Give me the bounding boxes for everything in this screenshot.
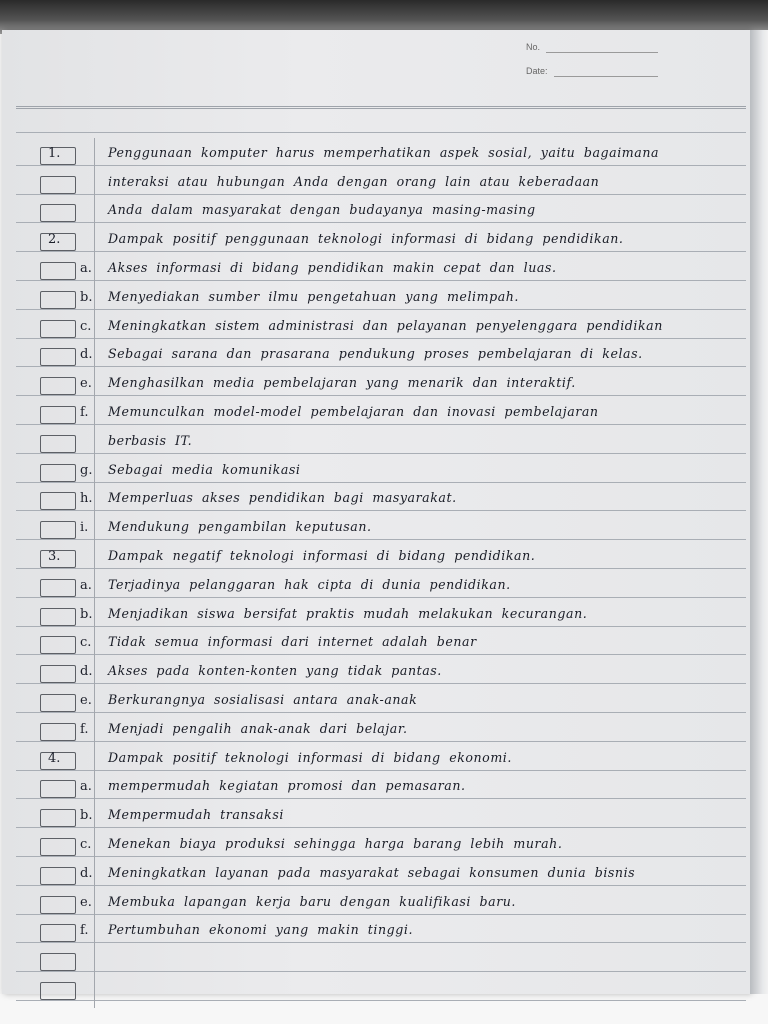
handwritten-line: Sebagai media komunikasi	[108, 461, 301, 477]
line-marker: c.	[80, 318, 92, 334]
handwritten-line: Sebagai sarana dan prasarana pendukung proses pembelajaran di kelas.	[108, 346, 643, 362]
handwritten-line: Memunculkan model-model pembelajaran dan inovasi pembelajaran	[108, 404, 599, 419]
line-marker: i.	[80, 520, 89, 536]
ruled-line	[16, 222, 746, 223]
handwritten-line: Menjadikan siswa bersifat praktis mudah melakukan kecurangan.	[108, 605, 588, 621]
margin-box	[40, 176, 76, 194]
margin-box	[40, 464, 76, 482]
margin-box	[40, 896, 76, 914]
line-marker: b.	[80, 606, 93, 622]
handwritten-line: Akses pada konten-konten yang tidak pantas.	[108, 663, 442, 679]
line-marker: b.	[80, 808, 93, 824]
handwritten-line: Menjadi pengalih anak-anak dari belajar.	[108, 720, 408, 736]
ruled-line	[16, 165, 746, 166]
handwritten-line: Dampak negatif teknologi informasi di bidang pendidikan.	[108, 548, 536, 563]
line-marker: f.	[80, 721, 89, 737]
date-label: Date:	[526, 66, 548, 76]
handwritten-line: mempermudah kegiatan promosi dan pemasaran.	[108, 778, 466, 794]
line-marker: 3.	[48, 549, 61, 564]
handwritten-line: Membuka lapangan kerja baru dengan kualifikasi baru.	[108, 893, 516, 909]
ruled-line	[16, 482, 746, 483]
ruled-line	[16, 1000, 746, 1001]
ruled-line	[16, 770, 746, 771]
margin-box	[40, 320, 76, 338]
ruled-line	[16, 914, 746, 915]
dark-top-edge	[0, 0, 768, 34]
handwritten-line: Mempermudah transaksi	[108, 807, 284, 823]
margin-box	[40, 867, 76, 885]
line-marker: 1.	[48, 145, 61, 161]
line-marker: f.	[80, 405, 89, 420]
handwritten-line: Penggunaan komputer harus memperhatikan aspek sosial, yaitu bagaimana	[108, 144, 660, 160]
ruled-line	[16, 251, 746, 252]
ruled-line	[16, 395, 746, 396]
margin-box	[40, 204, 76, 222]
bottom-edge	[0, 994, 768, 1024]
ruled-line	[16, 856, 746, 857]
margin-box	[40, 579, 76, 597]
margin-box	[40, 262, 76, 280]
margin-box	[40, 838, 76, 856]
margin-box	[40, 665, 76, 683]
handwritten-line: interaksi atau hubungan Anda dengan orang lain atau keberadaan	[108, 173, 600, 189]
line-marker: d.	[80, 664, 93, 680]
line-marker: a.	[80, 577, 92, 593]
line-marker: 4.	[48, 750, 61, 766]
ruled-line	[16, 132, 746, 133]
margin-box	[40, 492, 76, 510]
ruled-line	[16, 885, 746, 886]
handwritten-line: Dampak positif penggunaan teknologi informasi di bidang pendidikan.	[108, 231, 624, 247]
margin-box	[40, 348, 76, 366]
ruled-line	[16, 971, 746, 972]
margin-box	[40, 406, 76, 424]
ruled-line	[16, 424, 746, 425]
handwritten-line: Menyediakan sumber ilmu pengetahuan yang melimpah.	[108, 288, 519, 304]
handwritten-line: Terjadinya pelanggaran hak cipta di dunia pendidikan.	[108, 576, 511, 592]
line-marker: e.	[80, 894, 92, 910]
margin-box	[40, 780, 76, 798]
margin-line	[94, 138, 95, 1008]
line-marker: d.	[80, 865, 93, 881]
line-marker: g.	[80, 462, 93, 478]
date-line	[554, 76, 658, 77]
handwritten-line: Tidak semua informasi dari internet adalah benar	[108, 634, 477, 650]
ruled-line	[16, 194, 746, 195]
margin-box	[40, 435, 76, 453]
page-edge-shadow	[750, 30, 768, 994]
margin-box	[40, 982, 76, 1000]
handwritten-line: Mendukung pengambilan keputusan.	[108, 519, 372, 535]
ruled-line	[16, 712, 746, 713]
margin-box	[40, 924, 76, 942]
margin-box	[40, 694, 76, 712]
margin-box	[40, 953, 76, 971]
handwritten-line: Anda dalam masyarakat dengan budayanya masing-masing	[108, 202, 536, 218]
ruled-line	[16, 106, 746, 109]
ruled-line	[16, 654, 746, 655]
ruled-line	[16, 510, 746, 511]
ruled-line	[16, 280, 746, 281]
ruled-line	[16, 741, 746, 742]
handwritten-line: Dampak positif teknologi informasi di bidang ekonomi.	[108, 749, 512, 765]
line-marker: d.	[80, 347, 93, 363]
handwritten-line: Menghasilkan media pembelajaran yang menarik dan interaktif.	[108, 375, 576, 391]
line-marker: c.	[80, 837, 92, 852]
line-marker: f.	[80, 923, 89, 939]
margin-box	[40, 608, 76, 626]
handwritten-line: Memperluas akses pendidikan bagi masyarakat.	[108, 490, 457, 506]
handwritten-line: Meningkatkan sistem administrasi dan pelayanan penyelenggara pendidikan	[108, 317, 663, 333]
ruled-line	[16, 626, 746, 627]
handwritten-line: Meningkatkan layanan pada masyarakat sebagai konsumen dunia bisnis	[108, 864, 636, 880]
margin-box	[40, 377, 76, 395]
margin-box	[40, 521, 76, 539]
handwritten-line: Pertumbuhan ekonomi yang makin tinggi.	[108, 922, 414, 938]
ruled-line	[16, 827, 746, 828]
notebook-page	[2, 30, 750, 994]
line-marker: 2.	[48, 232, 61, 248]
line-marker: b.	[80, 289, 93, 305]
ruled-line	[16, 568, 746, 569]
no-label: No.	[526, 42, 541, 52]
margin-box	[40, 723, 76, 741]
ruled-line	[16, 597, 746, 598]
margin-box	[40, 636, 76, 654]
line-marker: e.	[80, 693, 92, 708]
line-marker: c.	[80, 635, 92, 651]
margin-box	[40, 291, 76, 309]
margin-box	[40, 809, 76, 827]
line-marker: h.	[80, 491, 93, 507]
line-marker: a.	[80, 261, 92, 276]
ruled-line	[16, 338, 746, 339]
handwritten-line: Akses informasi di bidang pendidikan makin cepat dan luas.	[108, 260, 557, 275]
ruled-line	[16, 366, 746, 367]
handwritten-line: berbasis IT.	[108, 432, 193, 448]
line-marker: a.	[80, 779, 92, 795]
ruled-line	[16, 309, 746, 310]
no-line	[546, 52, 658, 53]
handwritten-line: Menekan biaya produksi sehingga harga barang lebih murah.	[108, 836, 563, 851]
ruled-line	[16, 539, 746, 540]
ruled-line	[16, 798, 746, 799]
ruled-line	[16, 942, 746, 943]
handwritten-line: Berkurangnya sosialisasi antara anak-anak	[108, 692, 418, 707]
ruled-line	[16, 683, 746, 684]
line-marker: e.	[80, 376, 92, 392]
ruled-line	[16, 453, 746, 454]
